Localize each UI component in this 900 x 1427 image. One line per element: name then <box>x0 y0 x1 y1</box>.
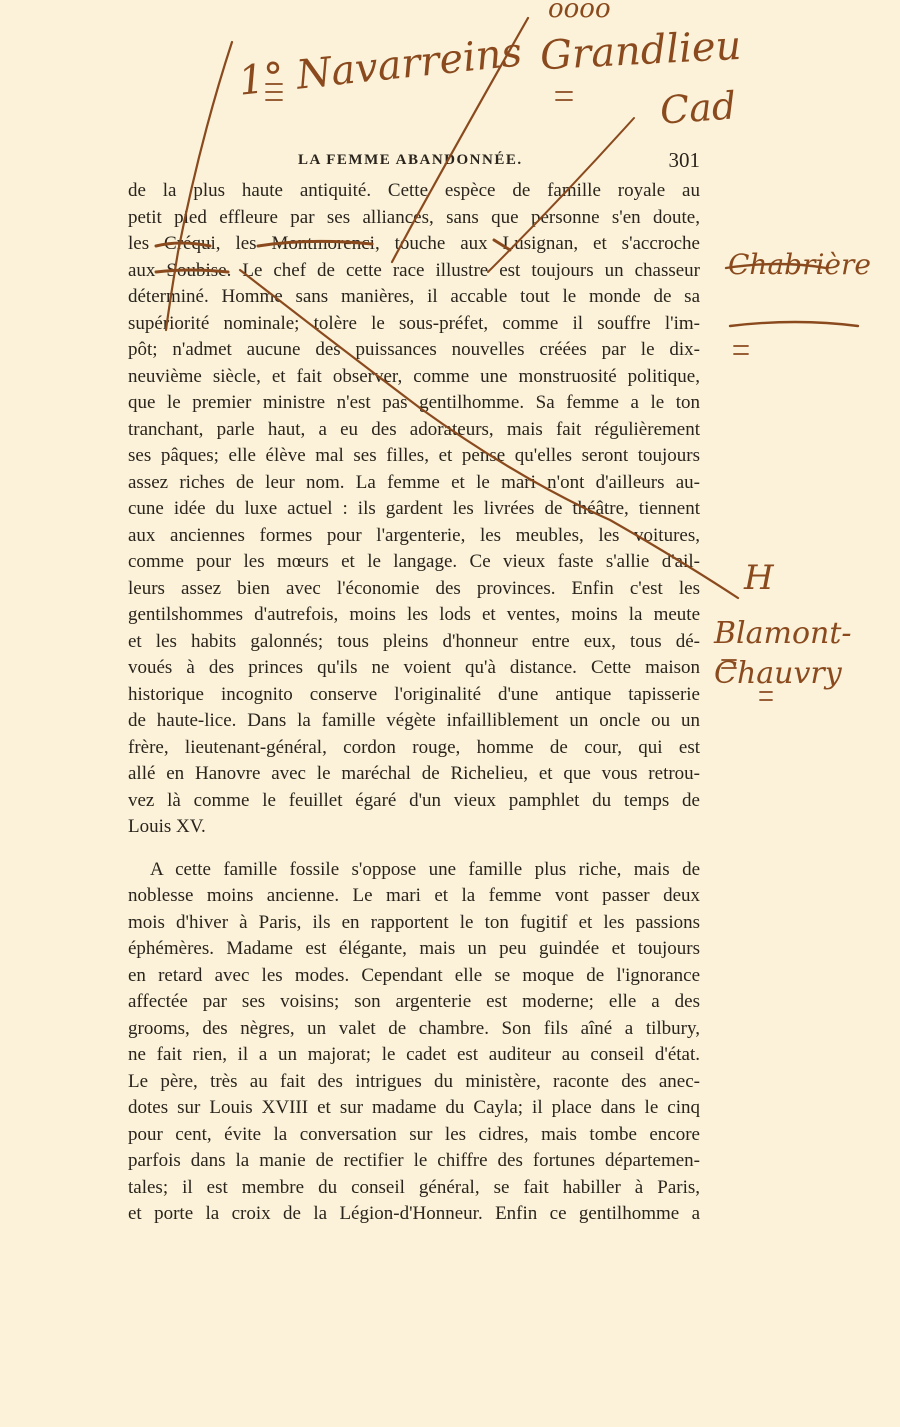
annotation-chabriere: Chabrière <box>728 248 871 281</box>
text-line: grooms, des nègres, un valet de chambre. Son fils aîné a tilbury, <box>128 1017 700 1039</box>
text-line: leurs assez bien avec l'économie des provinces. Enfin c'est les <box>128 577 700 599</box>
annotation-cad: Cad <box>658 83 738 133</box>
page-number: 301 <box>668 148 700 172</box>
text-line: neuvième siècle, et fait observer, comme une monstruosité politique, <box>128 365 700 387</box>
annotation-navarreins: 1° Navarreins <box>236 29 525 105</box>
text-line: Le père, très au fait des intrigues du ministère, raconte des anec- <box>128 1070 700 1092</box>
text-line: parfois dans la manie de rectifier le chiffre des fortunes départemen- <box>128 1150 700 1171</box>
text-line: aux Soubise. Le chef de cette race illustre est toujours un chasseur <box>128 259 700 281</box>
text-line: en retard avec les modes. Cependant elle se moque de l'ignorance <box>128 964 700 986</box>
text-line: déterminé. Homme sans manières, il accable tout le monde de sa <box>128 286 700 307</box>
text-line: historique incognito conserve l'originalité d'une antique tapisserie <box>128 683 700 705</box>
text-line: vez là comme le feuillet égaré d'un vieux pamphlet du temps de <box>128 789 700 811</box>
annotation-blamont-chauvry: Blamont-Chauvry <box>714 616 852 691</box>
text-line: dotes sur Louis XVIII et sur madame du Cayla; il place dans le cinq <box>128 1097 700 1118</box>
annotation-circles: oooo <box>548 0 611 24</box>
text-line: petit pied effleure par ses alliances, sans que personne s'en doute, <box>128 206 700 228</box>
annotation-h: H <box>744 558 774 598</box>
text-line: gentilshommes d'autrefois, moins les lods et ventes, moins la meute <box>128 604 700 625</box>
text-line: Louis XV. <box>128 816 206 837</box>
text-line: frère, lieutenant-général, cordon rouge, homme de cour, qui est <box>128 736 700 758</box>
text-line: éphémères. Madame est élégante, mais un peu guindée et toujours <box>128 938 700 959</box>
text-line: A cette famille fossile s'oppose une famille plus riche, mais de <box>150 858 700 880</box>
text-line: voués à des princes qu'ils ne voient qu'à distance. Cette maison <box>128 657 700 678</box>
text-block <box>128 178 700 1228</box>
text-line: noblesse moins ancienne. Le mari et la femme vont passer deux <box>128 885 700 906</box>
text-line: tranchant, parle haut, a eu des adorateurs, mais fait régulièrement <box>128 418 700 440</box>
running-head <box>128 150 700 176</box>
text-line: que le premier ministre n'est pas gentilhomme. Sa femme a le ton <box>128 392 700 413</box>
text-line: ses pâques; elle élève mal ses filles, et pense qu'elles seront toujours <box>128 445 700 466</box>
text-line: tales; il est membre du conseil général, se fait habiller à Paris, <box>128 1176 700 1198</box>
text-line: cune idée du luxe actuel : ils gardent les livrées de théâtre, tiennent <box>128 498 700 519</box>
text-line: allé en Hanovre avec le maréchal de Richelieu, et que vous retrou- <box>128 763 700 784</box>
annotation-grandlieu: Grandlieu <box>538 22 743 80</box>
paragraph-2 <box>128 857 700 1228</box>
text-line: de haute-lice. Dans la famille végète infailliblement un oncle ou un <box>128 710 700 731</box>
text-line: les Créqui, les Montmorenci, touche aux Lusignan, et s'accroche <box>128 233 700 254</box>
text-line: et les habits galonnés; tous pleins d'honneur entre eux, tous dé- <box>128 630 700 652</box>
text-line: assez riches de leur nom. La femme et le mari n'ont d'ailleurs au- <box>128 471 700 493</box>
text-line: pôt; n'admet aucune des puissances nouvelles créées par le dix- <box>128 339 700 360</box>
paragraph-1 <box>128 178 700 841</box>
text-line: comme pour les mœurs et le langage. Ce vieux faste s'allie d'ail- <box>128 551 700 572</box>
paragraph-gap <box>128 841 700 857</box>
text-line: ne fait rien, il a un majorat; le cadet est auditeur au conseil d'état. <box>128 1044 700 1065</box>
text-line: aux anciennes formes pour l'argenterie, les meubles, les voitures, <box>128 524 700 546</box>
text-line: mois d'hiver à Paris, ils en rapportent le ton fugitif et les passions <box>128 911 700 933</box>
text-line: de la plus haute antiquité. Cette espèce de famille royale au <box>128 180 700 201</box>
text-line: supériorité nominale; tolère le sous-préfet, comme il souffre l'im- <box>128 312 700 334</box>
running-title: LA FEMME ABANDONNÉE. <box>298 152 523 168</box>
text-line: affectée par ses voisins; son argenterie est moderne; elle a des <box>128 991 700 1012</box>
text-line: pour cent, évite la conversation sur les cidres, mais tombe encore <box>128 1123 700 1145</box>
text-line: et porte la croix de la Légion-d'Honneur. Enfin ce gentilhomme a <box>128 1203 700 1224</box>
